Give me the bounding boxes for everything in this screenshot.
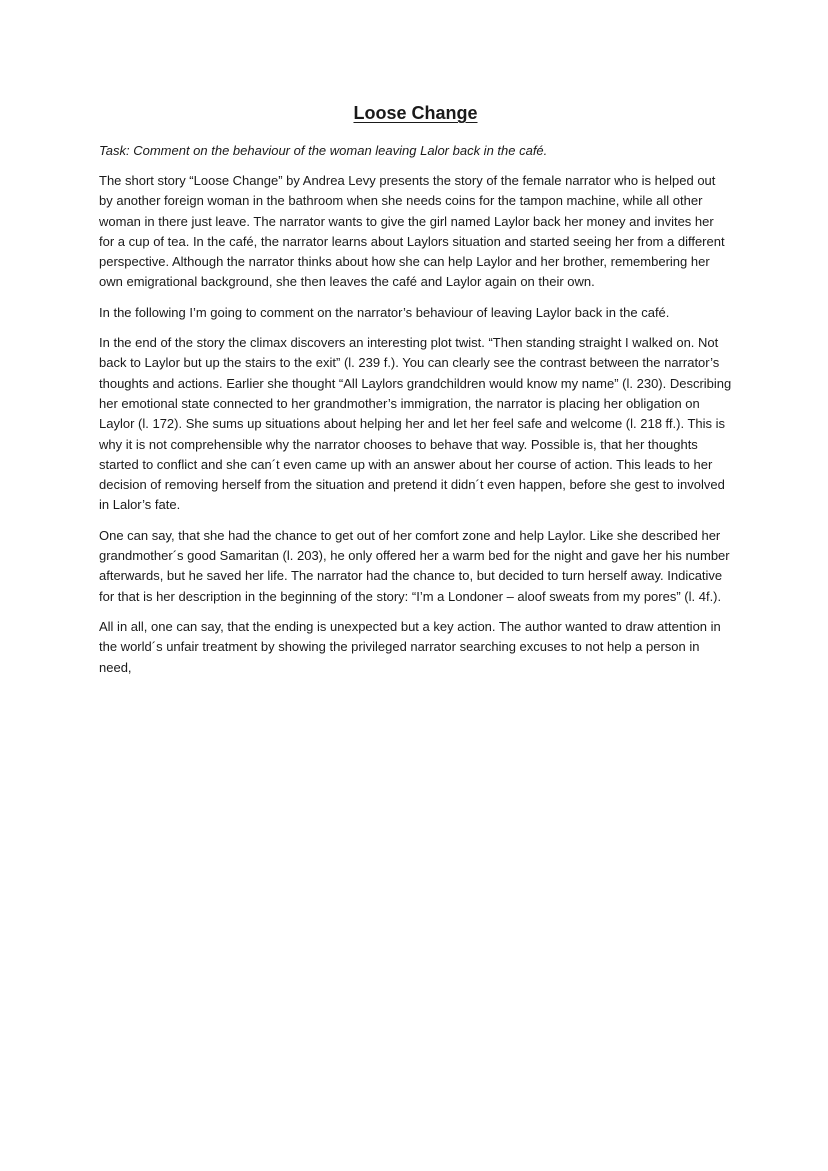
paragraph-comparison: One can say, that she had the chance to get out of her comfort zone and help Laylor. Like she described her grandmother´s good Samaritan (l. 203), he only offered her a warm bed for the night and gave her his number afterwards, but he saved her life. The narrator had the chance to, but decided to turn herself away. Indicative for that is her description in the beginning of the story: “I’m a Londoner – aloof sweats from my pores” (l. 4f.). [99,527,730,604]
document-title: Loose Change [353,103,478,123]
paragraph-summary: The short story “Loose Change” by Andrea Levy presents the story of the female narrator who is helped out by another foreign woman in the bathroom when she needs coins for the tampon machine, while all other woman in there just leave. The narrator wants to give the girl named Laylor back her money and invites her for a cup of tea. In the café, the narrator learns about Laylors situation and started seeing her from a different perspective. Although the narrator thinks about how she can help Laylor and her brother, remembering her own emigrational background, she then leaves the café and Laylor again on their own. [99,173,725,290]
paragraph-analysis: In the end of the story the climax discovers an interesting plot twist. “Then standing straight I walked on. Not back to Laylor but up the stairs to the exit” (l. 239 f.). You can clearly see the contrast between the narrator’s thoughts and actions. Earlier she thought “All Laylors grandchildren would know my name” (l. 230). Describing her emotional state connected to her grandmother’s immigration, the narrator is placing her obligation on Laylor (l. 172). She sums up situations about helping her and let her feel safe and welcome (l. 218 ff.). This is why it is not comprehensible why the narrator chooses to behave that way. Possible is, that her thoughts started to conflict and she can´t even came up with an answer about her course of action. This leads to her decision of removing herself from the situation and pretend it didn´t even happen, before she gest to involved in Lalor’s fate. [99,335,732,513]
task-statement: Task: Comment on the behaviour of the woman leaving Lalor back in the café. [99,143,548,158]
paragraph-intro: In the following I’m going to comment on the narrator’s behaviour of leaving Laylor back in the café. [99,304,670,320]
paragraph-conclusion: All in all, one can say, that the ending is unexpected but a key action. The author wanted to draw attention in the world´s unfair treatment by showing the privileged narrator searching excuses to not help a person in need, [99,618,721,675]
